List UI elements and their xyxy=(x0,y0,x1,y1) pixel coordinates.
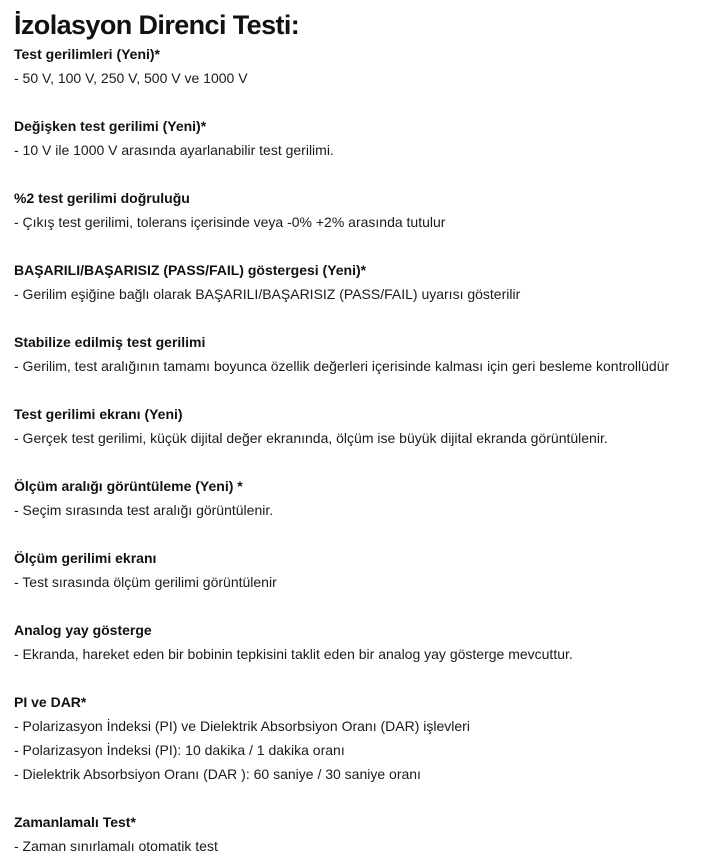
section-heading: Test gerilimi ekranı (Yeni) xyxy=(14,406,183,422)
section-line: - Test sırasında ölçüm gerilimi görüntülenir xyxy=(14,574,277,590)
section-line: - Dielektrik Absorbsiyon Oranı (DAR ): 60 saniye / 30 saniye oranı xyxy=(14,766,421,782)
section-heading: Analog yay gösterge xyxy=(14,622,152,638)
section-heading: PI ve DAR* xyxy=(14,694,87,710)
feature-section-voltage-accuracy xyxy=(14,186,722,234)
section-line: - 50 V, 100 V, 250 V, 500 V ve 1000 V xyxy=(14,70,248,86)
section-line: - Zaman sınırlamalı otomatik test xyxy=(14,838,218,854)
section-heading: Zamanlamalı Test* xyxy=(14,814,136,830)
section-heading: %2 test gerilimi doğruluğu xyxy=(14,190,190,206)
feature-list xyxy=(14,42,722,858)
section-heading: Test gerilimleri (Yeni)* xyxy=(14,46,161,62)
feature-section-voltage-display xyxy=(14,402,722,450)
section-heading: BAŞARILI/BAŞARISIZ (PASS/FAIL) göstergesi (Yeni)* xyxy=(14,262,367,278)
section-heading: Ölçüm aralığı görüntüleme (Yeni) * xyxy=(14,478,243,494)
page-title: İzolasyon Direnci Testi: xyxy=(14,10,300,40)
section-line: - Gerçek test gerilimi, küçük dijital değer ekranında, ölçüm ise büyük dijital ekranda görüntülenir. xyxy=(14,430,608,446)
section-heading: Stabilize edilmiş test gerilimi xyxy=(14,334,206,350)
section-line: - Gerilim eşiğine bağlı olarak BAŞARILI/BAŞARISIZ (PASS/FAIL) uyarısı gösterilir xyxy=(14,286,521,302)
feature-section-timed-test xyxy=(14,810,722,858)
section-line: - 10 V ile 1000 V arasında ayarlanabilir test gerilimi. xyxy=(14,142,334,158)
feature-section-test-voltages xyxy=(14,42,722,90)
feature-section-pass-fail xyxy=(14,258,722,306)
feature-section-pi-dar xyxy=(14,690,722,786)
section-line: - Seçim sırasında test aralığı görüntülenir. xyxy=(14,502,274,518)
feature-section-range-display xyxy=(14,474,722,522)
section-line: - Ekranda, hareket eden bir bobinin tepkisini taklit eden bir analog yay gösterge mevcuttur. xyxy=(14,646,573,662)
section-heading: Değişken test gerilimi (Yeni)* xyxy=(14,118,207,134)
feature-section-stabilized-voltage xyxy=(14,330,722,378)
section-heading: Ölçüm gerilimi ekranı xyxy=(14,550,157,566)
section-line: - Polarizasyon İndeksi (PI): 10 dakika / 1 dakika oranı xyxy=(14,742,345,758)
section-line: - Çıkış test gerilimi, tolerans içerisinde veya -0% +2% arasında tutulur xyxy=(14,214,446,230)
section-line: - Polarizasyon İndeksi (PI) ve Dielektrik Absorbsiyon Oranı (DAR) işlevleri xyxy=(14,718,470,734)
feature-section-variable-voltage xyxy=(14,114,722,162)
feature-section-measurement-voltage xyxy=(14,546,722,594)
section-line: - Gerilim, test aralığının tamamı boyunca özellik değerleri içerisinde kalması için geri besleme kontrollüdür xyxy=(14,358,670,374)
feature-section-analog-arc xyxy=(14,618,722,666)
